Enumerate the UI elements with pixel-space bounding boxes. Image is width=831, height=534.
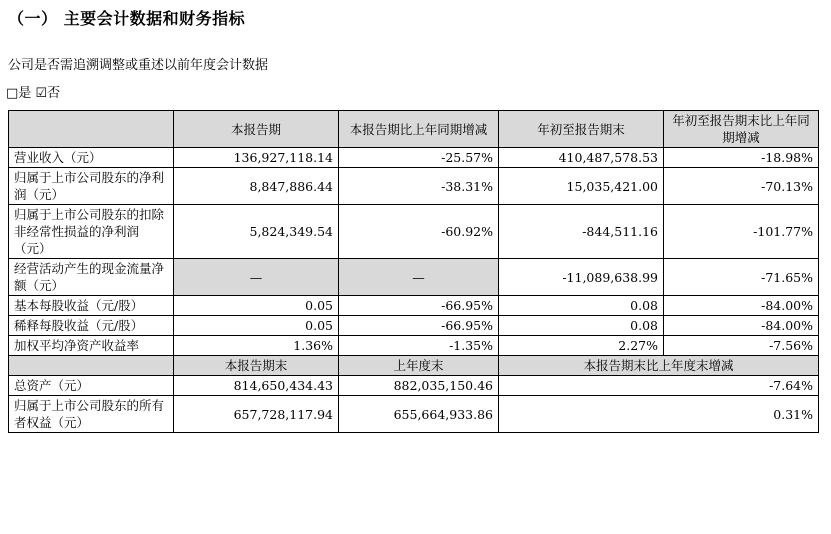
table-header-row: [9, 111, 819, 148]
table-cell: 136,927,118.14: [174, 148, 339, 168]
row-label: 稀释每股收益（元/股）: [9, 316, 174, 336]
row-label: 总资产（元）: [9, 376, 174, 396]
table-cell: 410,487,578.53: [499, 148, 664, 168]
table-row: [9, 259, 819, 296]
table-cell: -7.56%: [664, 336, 819, 356]
table-cell: 15,035,421.00: [499, 168, 664, 205]
header-cell: [9, 356, 174, 376]
header-cell: 本报告期: [174, 111, 339, 148]
table-cell: -25.57%: [339, 148, 499, 168]
row-label: 归属于上市公司股东的净利润（元）: [9, 168, 174, 205]
header-cell: 本报告期末比上年度末增减: [499, 356, 819, 376]
header-cell: 本报告期比上年同期增减: [339, 111, 499, 148]
table-row: [9, 316, 819, 336]
row-label: 归属于上市公司股东的所有者权益（元）: [9, 396, 174, 433]
row-label: 经营活动产生的现金流量净额（元）: [9, 259, 174, 296]
table-cell: -60.92%: [339, 205, 499, 259]
restatement-question: 公司是否需追溯调整或重述以前年度会计数据: [8, 58, 269, 73]
header-cell: 年初至报告期末: [499, 111, 664, 148]
restatement-options: [6, 82, 60, 101]
table-cell: -66.95%: [339, 316, 499, 336]
header-cell: [9, 111, 174, 148]
table-cell: 814,650,434.43: [174, 376, 339, 396]
table-cell: -84.00%: [664, 316, 819, 336]
table-row: [9, 205, 819, 259]
table-row: [9, 396, 819, 433]
table-row: [9, 336, 819, 356]
row-label: 加权平均净资产收益率: [9, 336, 174, 356]
table-cell: -18.98%: [664, 148, 819, 168]
section-title: （一） 主要会计数据和财务指标: [8, 9, 246, 28]
header-cell: 上年度末: [339, 356, 499, 376]
table-cell: -101.77%: [664, 205, 819, 259]
table-cell: -1.35%: [339, 336, 499, 356]
table-cell: -11,089,638.99: [499, 259, 664, 296]
table-cell: 8,847,886.44: [174, 168, 339, 205]
table-row: [9, 148, 819, 168]
table-row: [9, 168, 819, 205]
table-subheader-row: [9, 356, 819, 376]
table-cell: 1.36%: [174, 336, 339, 356]
table-cell: —: [339, 259, 499, 296]
table-cell: 655,664,933.86: [339, 396, 499, 433]
table-cell: -70.13%: [664, 168, 819, 205]
table-row: [9, 376, 819, 396]
table-cell: 882,035,150.46: [339, 376, 499, 396]
table-cell: 0.05: [174, 316, 339, 336]
table-cell: -7.64%: [499, 376, 819, 396]
table-cell: -71.65%: [664, 259, 819, 296]
table-cell: 0.08: [499, 296, 664, 316]
option-no-checkbox: ☑否: [35, 86, 61, 101]
table-cell: 0.08: [499, 316, 664, 336]
table-row: [9, 296, 819, 316]
table-cell: —: [174, 259, 339, 296]
table-cell: 5,824,349.54: [174, 205, 339, 259]
table-cell: -84.00%: [664, 296, 819, 316]
table-cell: -38.31%: [339, 168, 499, 205]
table-cell: 0.05: [174, 296, 339, 316]
header-cell: 本报告期末: [174, 356, 339, 376]
table-cell: 0.31%: [499, 396, 819, 433]
header-cell: 年初至报告期末比上年同期增减: [664, 111, 819, 148]
row-label: 营业收入（元）: [9, 148, 174, 168]
option-yes-checkbox: □是: [6, 86, 32, 101]
financial-indicators-table: [8, 110, 819, 433]
table-cell: 2.27%: [499, 336, 664, 356]
table-cell: -66.95%: [339, 296, 499, 316]
row-label: 基本每股收益（元/股）: [9, 296, 174, 316]
table-cell: 657,728,117.94: [174, 396, 339, 433]
table-cell: -844,511.16: [499, 205, 664, 259]
row-label: 归属于上市公司股东的扣除非经常性损益的净利润（元）: [9, 205, 174, 259]
